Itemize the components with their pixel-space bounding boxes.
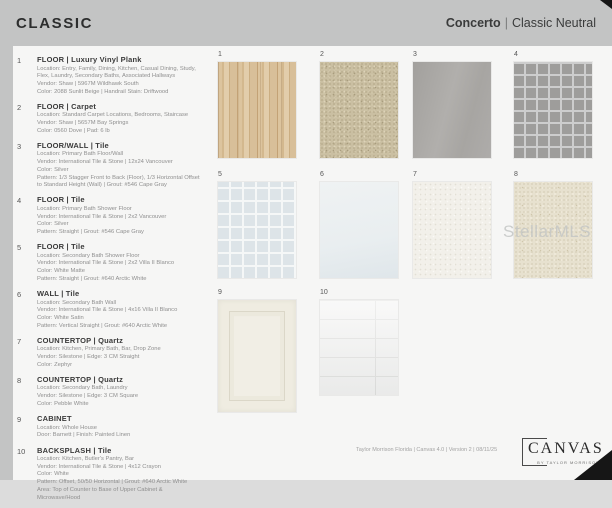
spec-detail-line: Location: Secondary Bath Shower Floor — [37, 252, 140, 259]
stellar-mls-watermark: StellarMLS — [503, 222, 592, 241]
collection-subtitle — [446, 16, 596, 30]
bottom-right-corner-accent — [574, 450, 612, 480]
spec-detail-line: Pattern: Straight | Grout: #546 Cape Gray — [37, 229, 144, 236]
subtitle-separator: | — [504, 16, 508, 30]
spec-item-body — [37, 242, 204, 283]
spec-item-title: CABINET — [37, 414, 72, 424]
spec-item-number: 1 — [17, 56, 22, 65]
spec-item-title: BACKSPLASH | Tile — [37, 445, 112, 455]
spec-detail-line: Color: Silver — [37, 221, 69, 228]
spec-detail-line: Color: Zephyr — [37, 361, 73, 368]
spec-item — [17, 195, 204, 236]
spec-detail-line: Vendor: International Tile & Stone | 2x2 Vancouver — [37, 213, 167, 220]
spec-item-body — [37, 55, 204, 96]
swatch-tile-12x24-vancouver-silver — [413, 51, 491, 158]
spec-item-number: 3 — [17, 141, 22, 151]
spec-item — [17, 375, 204, 409]
spec-detail-line: Color: Pebble White — [37, 400, 89, 407]
spec-item-details — [37, 425, 204, 440]
swatch-luxury-vinyl-plank — [218, 51, 296, 158]
spec-item-title: COUNTERTOP | Quartz — [37, 335, 124, 345]
spec-detail-line: Color: White — [37, 471, 69, 478]
spec-detail-line: Vendor: International Tile & Stone | 2x2 Villa II Blanco — [37, 260, 175, 267]
spec-item-details — [37, 253, 204, 284]
spec-detail-line: Location: Whole House — [37, 424, 97, 431]
spec-item — [17, 141, 204, 190]
spec-detail-line: Area: Top of Counter to Base of Upper Cabinet & Microwave/Hood — [37, 486, 163, 501]
left-margin-strip — [0, 46, 13, 480]
swatch-number: 2 — [320, 51, 324, 58]
spec-detail-line: Color: Silver — [37, 166, 69, 173]
spec-item-title: COUNTERTOP | Quartz — [37, 374, 124, 384]
spec-item — [17, 336, 204, 370]
spec-detail-line: Location: Standard Carpet Locations, Bedrooms, Staircase — [37, 112, 189, 119]
spec-item-details — [37, 300, 204, 331]
swatch-tile-2x2-vancouver-silver — [514, 51, 592, 158]
spec-item-body — [37, 195, 204, 236]
header-bar — [0, 0, 612, 46]
spec-item-details — [37, 346, 204, 369]
spec-detail-line: Color: White Matte — [37, 268, 85, 275]
spec-item-details — [37, 112, 204, 135]
spec-item-title: WALL | Tile — [37, 289, 80, 299]
spec-item-body — [37, 414, 204, 440]
spec-list — [17, 55, 204, 508]
swatch-tile-4x12-crayon-white — [320, 289, 398, 395]
spec-detail-line: Location: Kitchen, Butler's Pantry, Bar — [37, 456, 135, 462]
spec-item-number: 2 — [17, 102, 22, 112]
swatch-number: 1 — [218, 51, 222, 58]
spec-detail-line: Vendor: International Tile & Stone | 4x16 Villa II Blanco — [37, 307, 178, 314]
spec-item-title: FLOOR | Tile — [37, 242, 85, 252]
spec-item — [17, 55, 204, 96]
canvas-logo-text: CANVAS — [528, 440, 604, 457]
spec-item-number: 7 — [17, 336, 22, 346]
top-right-corner-accent — [600, 0, 612, 9]
swatch-number: 4 — [514, 51, 518, 58]
palette-name: Classic Neutral — [511, 16, 596, 30]
spec-item-details — [37, 456, 204, 502]
spec-detail-line: Pattern: Vertical Straight | Grout: #640 Arctic White — [37, 322, 168, 329]
spec-item-number: 8 — [17, 375, 22, 385]
spec-item-title: FLOOR | Carpet — [37, 101, 97, 111]
canvas-logo-tagline: BY TAYLOR MORRISON — [537, 460, 600, 465]
spec-detail-line: Color: 2088 Sunlit Beige | Handrail Stain: Driftwood — [37, 88, 169, 95]
spec-detail-line: Color: White Satin — [37, 314, 84, 321]
spec-item-body — [37, 141, 204, 190]
spec-item-number: 6 — [17, 290, 22, 300]
spec-item — [17, 446, 204, 503]
spec-item-number: 10 — [17, 446, 26, 456]
spec-item-details — [37, 151, 204, 190]
spec-detail-line: Door: Barnett | Finish: Painted Linen — [37, 432, 131, 439]
spec-item-body — [37, 289, 204, 330]
collection-name: Concerto — [445, 16, 501, 30]
spec-detail-line: Vendor: International Tile & Stone | 12x24 Vancouver — [37, 159, 173, 166]
spec-item-body — [37, 102, 204, 136]
spec-item-number: 5 — [17, 243, 22, 253]
swatch-number: 10 — [320, 289, 328, 296]
spec-detail-line: Pattern: Offset, 50/50 Horizontal | Grout: #640 Arctic White — [37, 479, 188, 486]
spec-item-number: 9 — [17, 415, 22, 425]
spec-item-body — [37, 446, 204, 503]
swatch-tile-2x2-villa-blanco — [218, 171, 296, 278]
swatch-number: 5 — [218, 171, 222, 178]
spec-item-body — [37, 336, 204, 370]
swatch-carpet — [320, 51, 398, 158]
spec-item — [17, 242, 204, 283]
swatch-cabinet-painted-linen — [218, 289, 296, 412]
spec-item — [17, 289, 204, 330]
spec-detail-line: Location: Kitchen, Primary Bath, Bar, Drop Zone — [37, 346, 161, 353]
spec-detail-line: Vendor: International Tile & Stone | 4x12 Crayon — [37, 463, 161, 470]
swatch-tile-4x16-villa-blanco — [320, 171, 398, 278]
canvas-logo-frame — [522, 438, 547, 466]
spec-detail-line: Vendor: Shaw | 5967M Wildhawk South — [37, 80, 139, 87]
swatch-number: 3 — [413, 51, 417, 58]
spec-item-details — [37, 66, 204, 97]
spec-detail-line: Vendor: Silestone | Edge: 3 CM Straight — [37, 354, 140, 361]
spec-detail-line: Location: Secondary Bath Wall — [37, 299, 117, 306]
swatch-quartz-zephyr — [413, 171, 491, 278]
spec-item-number: 4 — [17, 196, 22, 206]
spec-detail-line: Vendor: Shaw | 5657M Bay Springs — [37, 120, 129, 127]
spec-detail-line: Color: 0560 Dove | Pad: 6 lb — [37, 127, 110, 134]
spec-item — [17, 102, 204, 136]
spec-detail-line: Vendor: Silestone | Edge: 3 CM Square — [37, 393, 139, 400]
swatch-number: 7 — [413, 171, 417, 178]
spec-item-title: FLOOR | Tile — [37, 195, 85, 205]
spec-detail-line: Location: Primary Bath Floor/Wall — [37, 151, 124, 158]
spec-detail-line: Pattern: 1/3 Stagger Front to Back (Floor), 1/3 Horizontal Offset to Standard Height (Wall) | Grout: #546 Cape Gray — [37, 174, 200, 189]
spec-item-title: FLOOR | Luxury Vinyl Plank — [37, 55, 142, 64]
footer-version-info: Taylor Morrison Florida | Canvas 4.0 | Version 2 | 08/11/25 — [356, 447, 498, 453]
spec-detail-line: Pattern: Straight | Grout: #640 Arctic White — [37, 275, 147, 282]
spec-item-details — [37, 385, 204, 408]
spec-detail-line: Location: Secondary Bath, Laundry — [37, 385, 128, 392]
spec-item-body — [37, 375, 204, 409]
swatch-number: 9 — [218, 289, 222, 296]
spec-item-details — [37, 206, 204, 237]
swatch-number: 6 — [320, 171, 324, 178]
swatch-number: 8 — [514, 171, 518, 178]
page-title: CLASSIC — [16, 14, 94, 32]
spec-item-title: FLOOR/WALL | Tile — [37, 140, 109, 150]
spec-detail-line: Location: Primary Bath Shower Floor — [37, 205, 132, 212]
spec-item — [17, 414, 204, 440]
spec-detail-line: Location: Entry, Family, Dining, Kitchen, Casual Dining, Study, Flex, Laundry, Secondary Baths, Associated Hallways — [37, 65, 196, 80]
